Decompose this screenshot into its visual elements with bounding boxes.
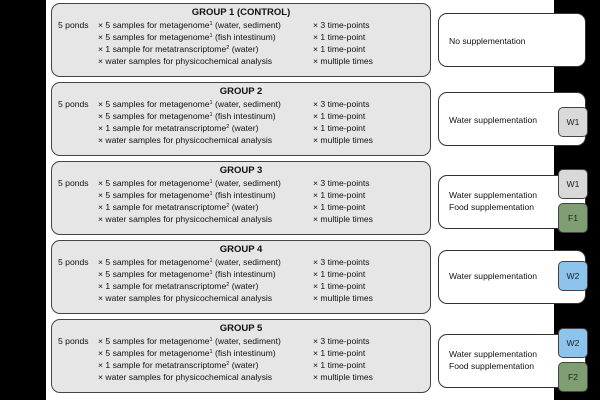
group-title: GROUP 2 [219,86,263,97]
group-1-supplementation [438,13,586,67]
group-5-box [51,319,431,393]
group-title: GROUP 3 [219,165,263,176]
ponds-label: 5 ponds [58,257,89,267]
sample-row: × 5 samples for metagenome$^1$ (water, sediment) × 3 time-points [98,257,370,267]
sample-row: × 5 samples for metagenome$^1$ (water, sediment) × 3 time-points [98,178,370,188]
design-diagram [46,0,580,400]
sample-row: × 1 sample for metatranscriptome$^2$ (water) × 1 time-point [98,123,366,133]
sample-row: × water samples for physicochemical analysis × multiple times [98,372,373,382]
group-3-box [51,161,431,235]
sample-row: × 5 samples for metagenome$^1$ (water, sediment) × 3 time-points [98,99,370,109]
supplementation-label: Water supplementation [449,271,538,281]
sample-row: × 1 sample for metatranscriptome$^2$ (water) × 1 time-point [98,44,366,54]
ponds-label: 5 ponds [58,336,89,346]
f1-supplement-chip: F1 [558,203,588,233]
supplementation-label: Food supplementation [449,202,535,212]
ponds-label: 5 ponds [58,99,89,109]
supplementation-label: Water supplementation [449,190,538,200]
group-title: GROUP 5 [219,323,263,334]
ponds-label: 5 ponds [58,178,89,188]
w2-supplement-chip: W2 [558,261,588,291]
supplementation-label: No supplementation [449,36,526,46]
w1-supplement-chip: W1 [558,169,588,199]
sample-row: × water samples for physicochemical analysis × multiple times [98,214,373,224]
supplementation-label: Water supplementation [449,349,538,359]
sample-row: × water samples for physicochemical analysis × multiple times [98,135,373,145]
sample-row: × water samples for physicochemical analysis × multiple times [98,56,373,66]
sample-row: × 5 samples for metagenome$^1$ (fish intestinum) × 1 time-point [98,32,366,42]
sample-row: × 5 samples for metagenome$^1$ (fish intestinum) × 1 time-point [98,269,366,279]
sample-row: × 5 samples for metagenome$^1$ (fish intestinum) × 1 time-point [98,348,366,358]
group-2-box [51,82,431,156]
sample-row: × 5 samples for metagenome$^1$ (water, sediment) × 3 time-points [98,20,370,30]
sample-row: × 1 sample for metatranscriptome$^2$ (water) × 1 time-point [98,281,366,291]
sample-row: × 1 sample for metatranscriptome$^2$ (water) × 1 time-point [98,360,366,370]
sample-row: × 5 samples for metagenome$^1$ (water, sediment) × 3 time-points [98,336,370,346]
w1-supplement-chip: W1 [558,107,588,137]
ponds-label: 5 ponds [58,20,89,30]
sample-row: × 1 sample for metatranscriptome$^2$ (water) × 1 time-point [98,202,366,212]
sample-row: × water samples for physicochemical analysis × multiple times [98,293,373,303]
sample-row: × 5 samples for metagenome$^1$ (fish intestinum) × 1 time-point [98,190,366,200]
group-title: GROUP 1 (CONTROL) [191,7,291,18]
supplementation-label: Water supplementation [449,115,538,125]
w2-supplement-chip: W2 [558,328,588,358]
group-title: GROUP 4 [219,244,263,255]
supplementation-label: Food supplementation [449,361,535,371]
group-1-box [51,3,431,77]
group-4-box [51,240,431,314]
sample-row: × 5 samples for metagenome$^1$ (fish intestinum) × 1 time-point [98,111,366,121]
f2-supplement-chip: F2 [558,362,588,392]
